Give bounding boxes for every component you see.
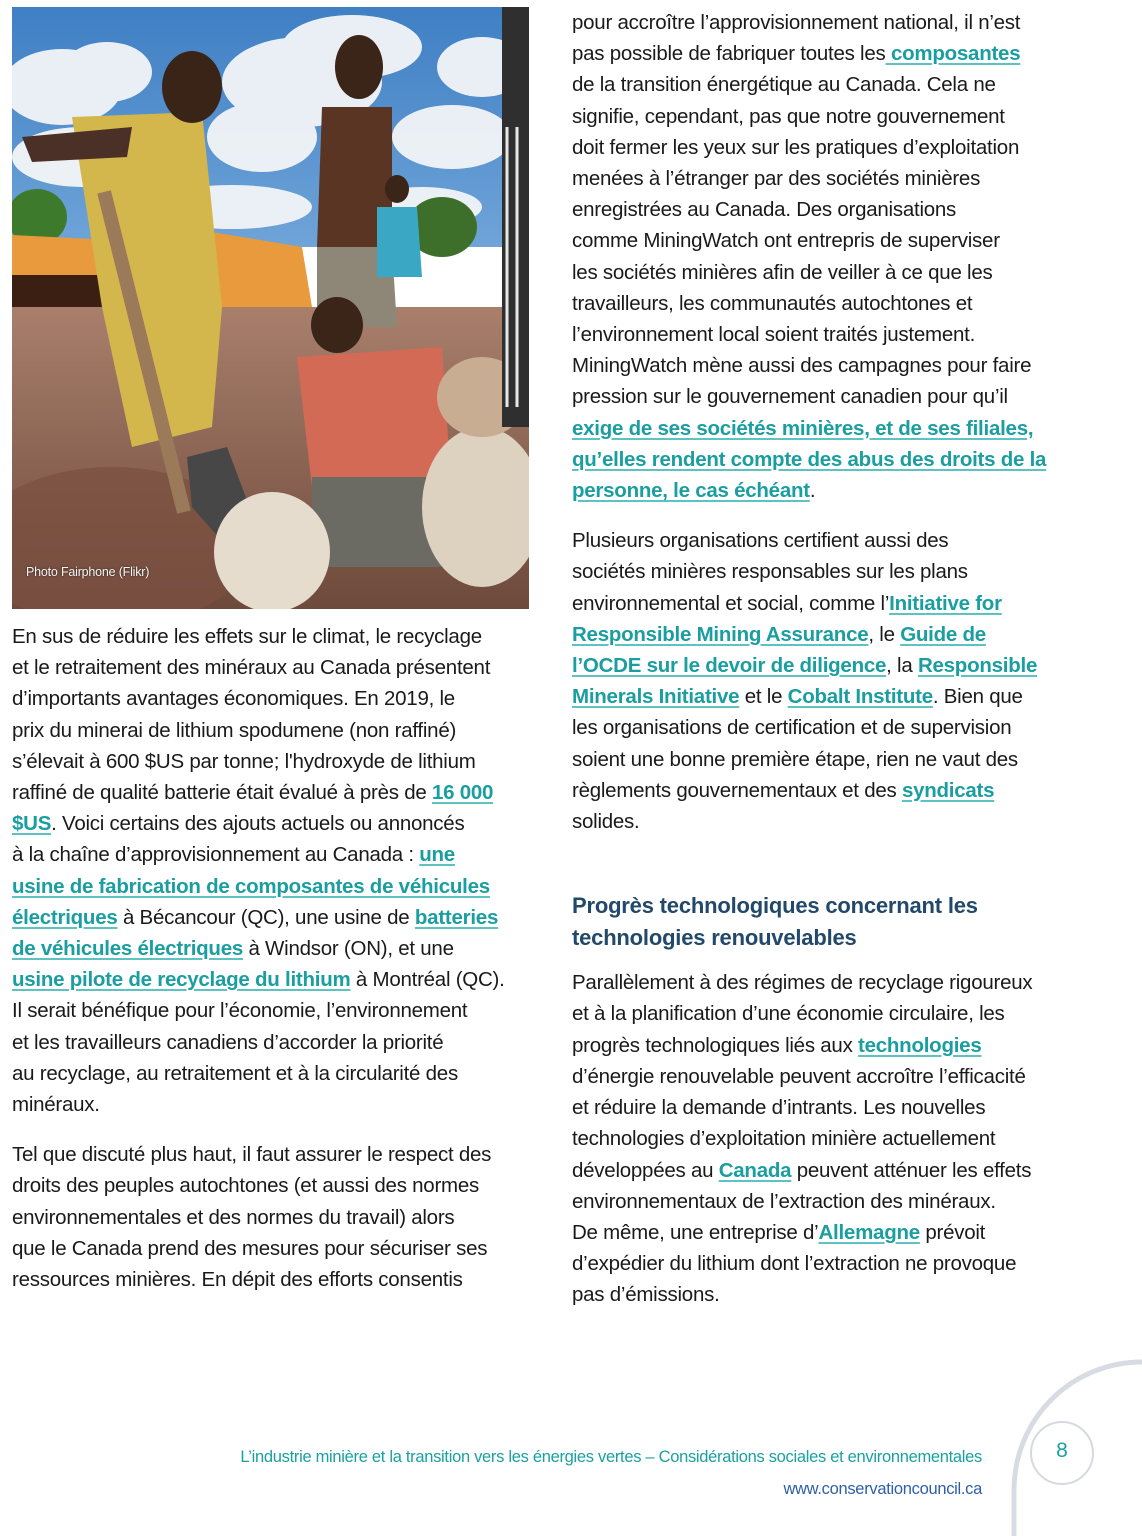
text-line: MiningWatch mène aussi des campagnes pour faire	[572, 354, 1032, 378]
text-line	[572, 775, 1072, 806]
text-line	[572, 650, 1072, 681]
page-number: 8	[1030, 1421, 1094, 1485]
text-line	[572, 413, 1072, 444]
link-guide-ocde[interactable]: Guide de	[900, 622, 986, 646]
text-line	[572, 38, 1072, 69]
link-lithium-price[interactable]: 16 000	[431, 781, 494, 805]
text-line: environnementales et des normes du travail) alors	[12, 1205, 455, 1229]
text-line: soient une bonne première étape, rien ne vaut des	[572, 747, 1018, 771]
text-line	[572, 681, 1072, 712]
text-line: Il serait bénéfique pour l’économie, l’environnement	[12, 999, 468, 1023]
text-segment: , la	[886, 654, 918, 678]
link-responsible-minerals-cont[interactable]: Minerals Initiative	[572, 685, 740, 709]
link-guide-ocde-cont[interactable]: l’OCDE sur le devoir de diligence	[572, 654, 887, 678]
text-segment: et le	[739, 685, 788, 709]
paragraph-recycling-benefits	[12, 621, 537, 1120]
text-line: Tel que discuté plus haut, il faut assurer le respect des	[12, 1143, 492, 1167]
text-line: ressources minières. En dépit des efforts consentis	[12, 1268, 463, 1292]
text-segment: De même, une entreprise d’	[572, 1220, 819, 1244]
link-exige-societes-cont2[interactable]: personne, le cas échéant	[572, 479, 810, 503]
text-line: et à la planification d’une économie circulaire, les	[572, 1002, 1005, 1026]
paragraph-spacer	[12, 1120, 537, 1139]
text-line: pour accroître l’approvisionnement national, il n’est	[572, 11, 1021, 34]
photo-miners	[12, 7, 529, 609]
paragraph-spacer	[572, 506, 1072, 525]
text-segment: . Bien que	[932, 685, 1023, 709]
text-segment: développées au	[572, 1158, 719, 1182]
text-line: et les travailleurs canadiens d’accorder la priorité	[12, 1030, 444, 1054]
text-line	[572, 475, 1072, 506]
photo-illustration	[12, 7, 529, 609]
text-segment: raffiné de qualité batterie était évalué à près de	[12, 781, 432, 805]
text-segment: peuvent atténuer les effets	[791, 1158, 1032, 1182]
text-line: signifie, cependant, pas que notre gouvernement	[572, 104, 1005, 128]
text-line: d’expédier du lithium dont l’extraction ne provoque	[572, 1252, 1017, 1276]
heading-line: Progrès technologiques concernant les	[572, 893, 978, 919]
text-segment: à Windsor (ON), et une	[243, 937, 454, 961]
text-line: pas d’émissions.	[572, 1283, 720, 1307]
text-segment: à Montréal (QC).	[350, 968, 505, 992]
text-line: minéraux.	[12, 1093, 100, 1117]
text-line: travailleurs, les communautés autochtones et	[572, 291, 973, 315]
text-line	[12, 933, 537, 964]
text-line: d’importants avantages économiques. En 2019, le	[12, 687, 455, 711]
text-segment: à la chaîne d’approvisionnement au Canada :	[12, 843, 420, 867]
text-line	[12, 964, 537, 995]
text-line: comme MiningWatch ont entrepris de superviser	[572, 229, 1000, 253]
photo-credit: Photo Fairphone (Flikr)	[26, 565, 150, 579]
right-column	[572, 7, 1072, 1311]
text-segment: progrès technologiques liés aux	[572, 1033, 859, 1057]
paragraph-certifications	[572, 525, 1072, 837]
footer-document-title: L’industrie minière et la transition vers les énergies vertes – Considérations sociales et environnementales	[240, 1448, 982, 1466]
text-segment: .	[809, 479, 816, 503]
text-line: environnementaux de l’extraction des minéraux.	[572, 1189, 996, 1213]
text-line	[572, 619, 1072, 650]
left-column	[12, 621, 537, 1295]
link-batteries-windsor[interactable]: batteries	[414, 905, 499, 929]
text-line	[572, 1155, 1072, 1186]
text-line: technologies d’exploitation minière actuellement	[572, 1127, 996, 1151]
text-line: menées à l’étranger par des sociétés minières	[572, 167, 981, 191]
link-usine-becancour[interactable]: une	[419, 843, 455, 867]
footer-website-link[interactable]: www.conservationcouncil.ca	[783, 1480, 982, 1498]
text-segment: environnemental et social, comme l’	[572, 591, 890, 615]
text-line: l’environnement local soient traités justement.	[572, 323, 976, 347]
text-line	[12, 808, 537, 839]
link-usine-becancour-cont[interactable]: usine de fabrication de composantes de véhicules	[12, 874, 490, 898]
text-line: prix du minerai de lithium spodumene (non raffiné)	[12, 718, 457, 742]
link-syndicats[interactable]: syndicats	[901, 778, 995, 802]
text-line: les organisations de certification et de supervision	[572, 716, 1012, 740]
text-line: Parallèlement à des régimes de recyclage rigoureux	[572, 971, 1033, 995]
text-line: doit fermer les yeux sur les pratiques d’exploitation	[572, 135, 1020, 159]
link-cobalt-institute[interactable]: Cobalt Institute	[787, 685, 933, 709]
text-line: enregistrées au Canada. Des organisations	[572, 198, 957, 222]
text-line	[572, 444, 1072, 475]
text-line: droits des peuples autochtones (et aussi des normes	[12, 1174, 479, 1198]
text-line: d’énergie renouvelable peuvent accroître l’efficacité	[572, 1064, 1026, 1088]
link-batteries-windsor-cont[interactable]: de véhicules électriques	[12, 937, 244, 961]
link-composantes[interactable]: composantes	[885, 42, 1021, 66]
text-line: s’élevait à 600 $US par tonne; l'hydroxyde de lithium	[12, 749, 476, 773]
text-segment: prévoit	[919, 1220, 986, 1244]
heading-line: technologies renouvelables	[572, 924, 857, 950]
text-line	[12, 871, 537, 902]
link-exige-societes-cont[interactable]: qu’elles rendent compte des abus des droits de la	[572, 447, 1047, 471]
text-line: solides.	[572, 810, 640, 834]
link-exige-societes[interactable]: exige de ses sociétés minières, et de ses filiales,	[572, 416, 1034, 440]
text-line: de la transition énergétique au Canada. Cela ne	[572, 73, 996, 97]
heading-spacer	[572, 953, 1072, 967]
section-heading	[572, 890, 1072, 953]
section-spacer	[572, 837, 1072, 890]
link-technologies[interactable]: technologies	[858, 1033, 982, 1057]
link-irma[interactable]: Initiative for	[889, 591, 1002, 615]
text-line: et réduire la demande d’intrants. Les nouvelles	[572, 1096, 986, 1120]
text-line	[12, 839, 537, 870]
text-line	[572, 1217, 1072, 1248]
text-line	[572, 1030, 1072, 1061]
text-line: En sus de réduire les effets sur le climat, le recyclage	[12, 625, 482, 648]
text-line: que le Canada prend des mesures pour sécuriser ses	[12, 1236, 488, 1260]
paragraph-miningwatch	[572, 7, 1072, 506]
link-usine-becancour-cont2[interactable]: électriques	[12, 905, 118, 929]
link-canada[interactable]: Canada	[718, 1158, 792, 1182]
text-segment: , le	[868, 622, 901, 646]
text-line: les sociétés minières afin de veiller à ce que les	[572, 260, 993, 284]
text-line	[12, 777, 537, 808]
link-responsible-minerals[interactable]: Responsible	[917, 654, 1038, 678]
text-line: Plusieurs organisations certifient aussi des	[572, 529, 949, 553]
link-usine-pilote-montreal[interactable]: usine pilote de recyclage du lithium	[12, 968, 351, 992]
link-allemagne[interactable]: Allemagne	[818, 1220, 920, 1244]
paragraph-indigenous-rights	[12, 1139, 537, 1295]
text-line: au recyclage, au retraitement et à la circularité des	[12, 1061, 458, 1085]
link-irma-cont[interactable]: Responsible Mining Assurance	[572, 622, 869, 646]
link-lithium-price-cont[interactable]: $US	[12, 812, 52, 836]
text-line: sociétés minières responsables sur les plans	[572, 560, 968, 584]
text-segment: . Voici certains des ajouts actuels ou annoncés	[51, 812, 465, 836]
text-line: et le retraitement des minéraux au Canada présentent	[12, 656, 491, 680]
text-line	[572, 588, 1072, 619]
text-line: pression sur le gouvernement canadien pour qu’il	[572, 385, 1008, 409]
text-line	[12, 902, 537, 933]
paragraph-tech-progress	[572, 967, 1072, 1310]
text-segment: à Bécancour (QC), une usine de	[117, 905, 415, 929]
text-segment: pas possible de fabriquer toutes les	[572, 42, 886, 66]
text-segment: règlements gouvernementaux et des	[572, 778, 902, 802]
